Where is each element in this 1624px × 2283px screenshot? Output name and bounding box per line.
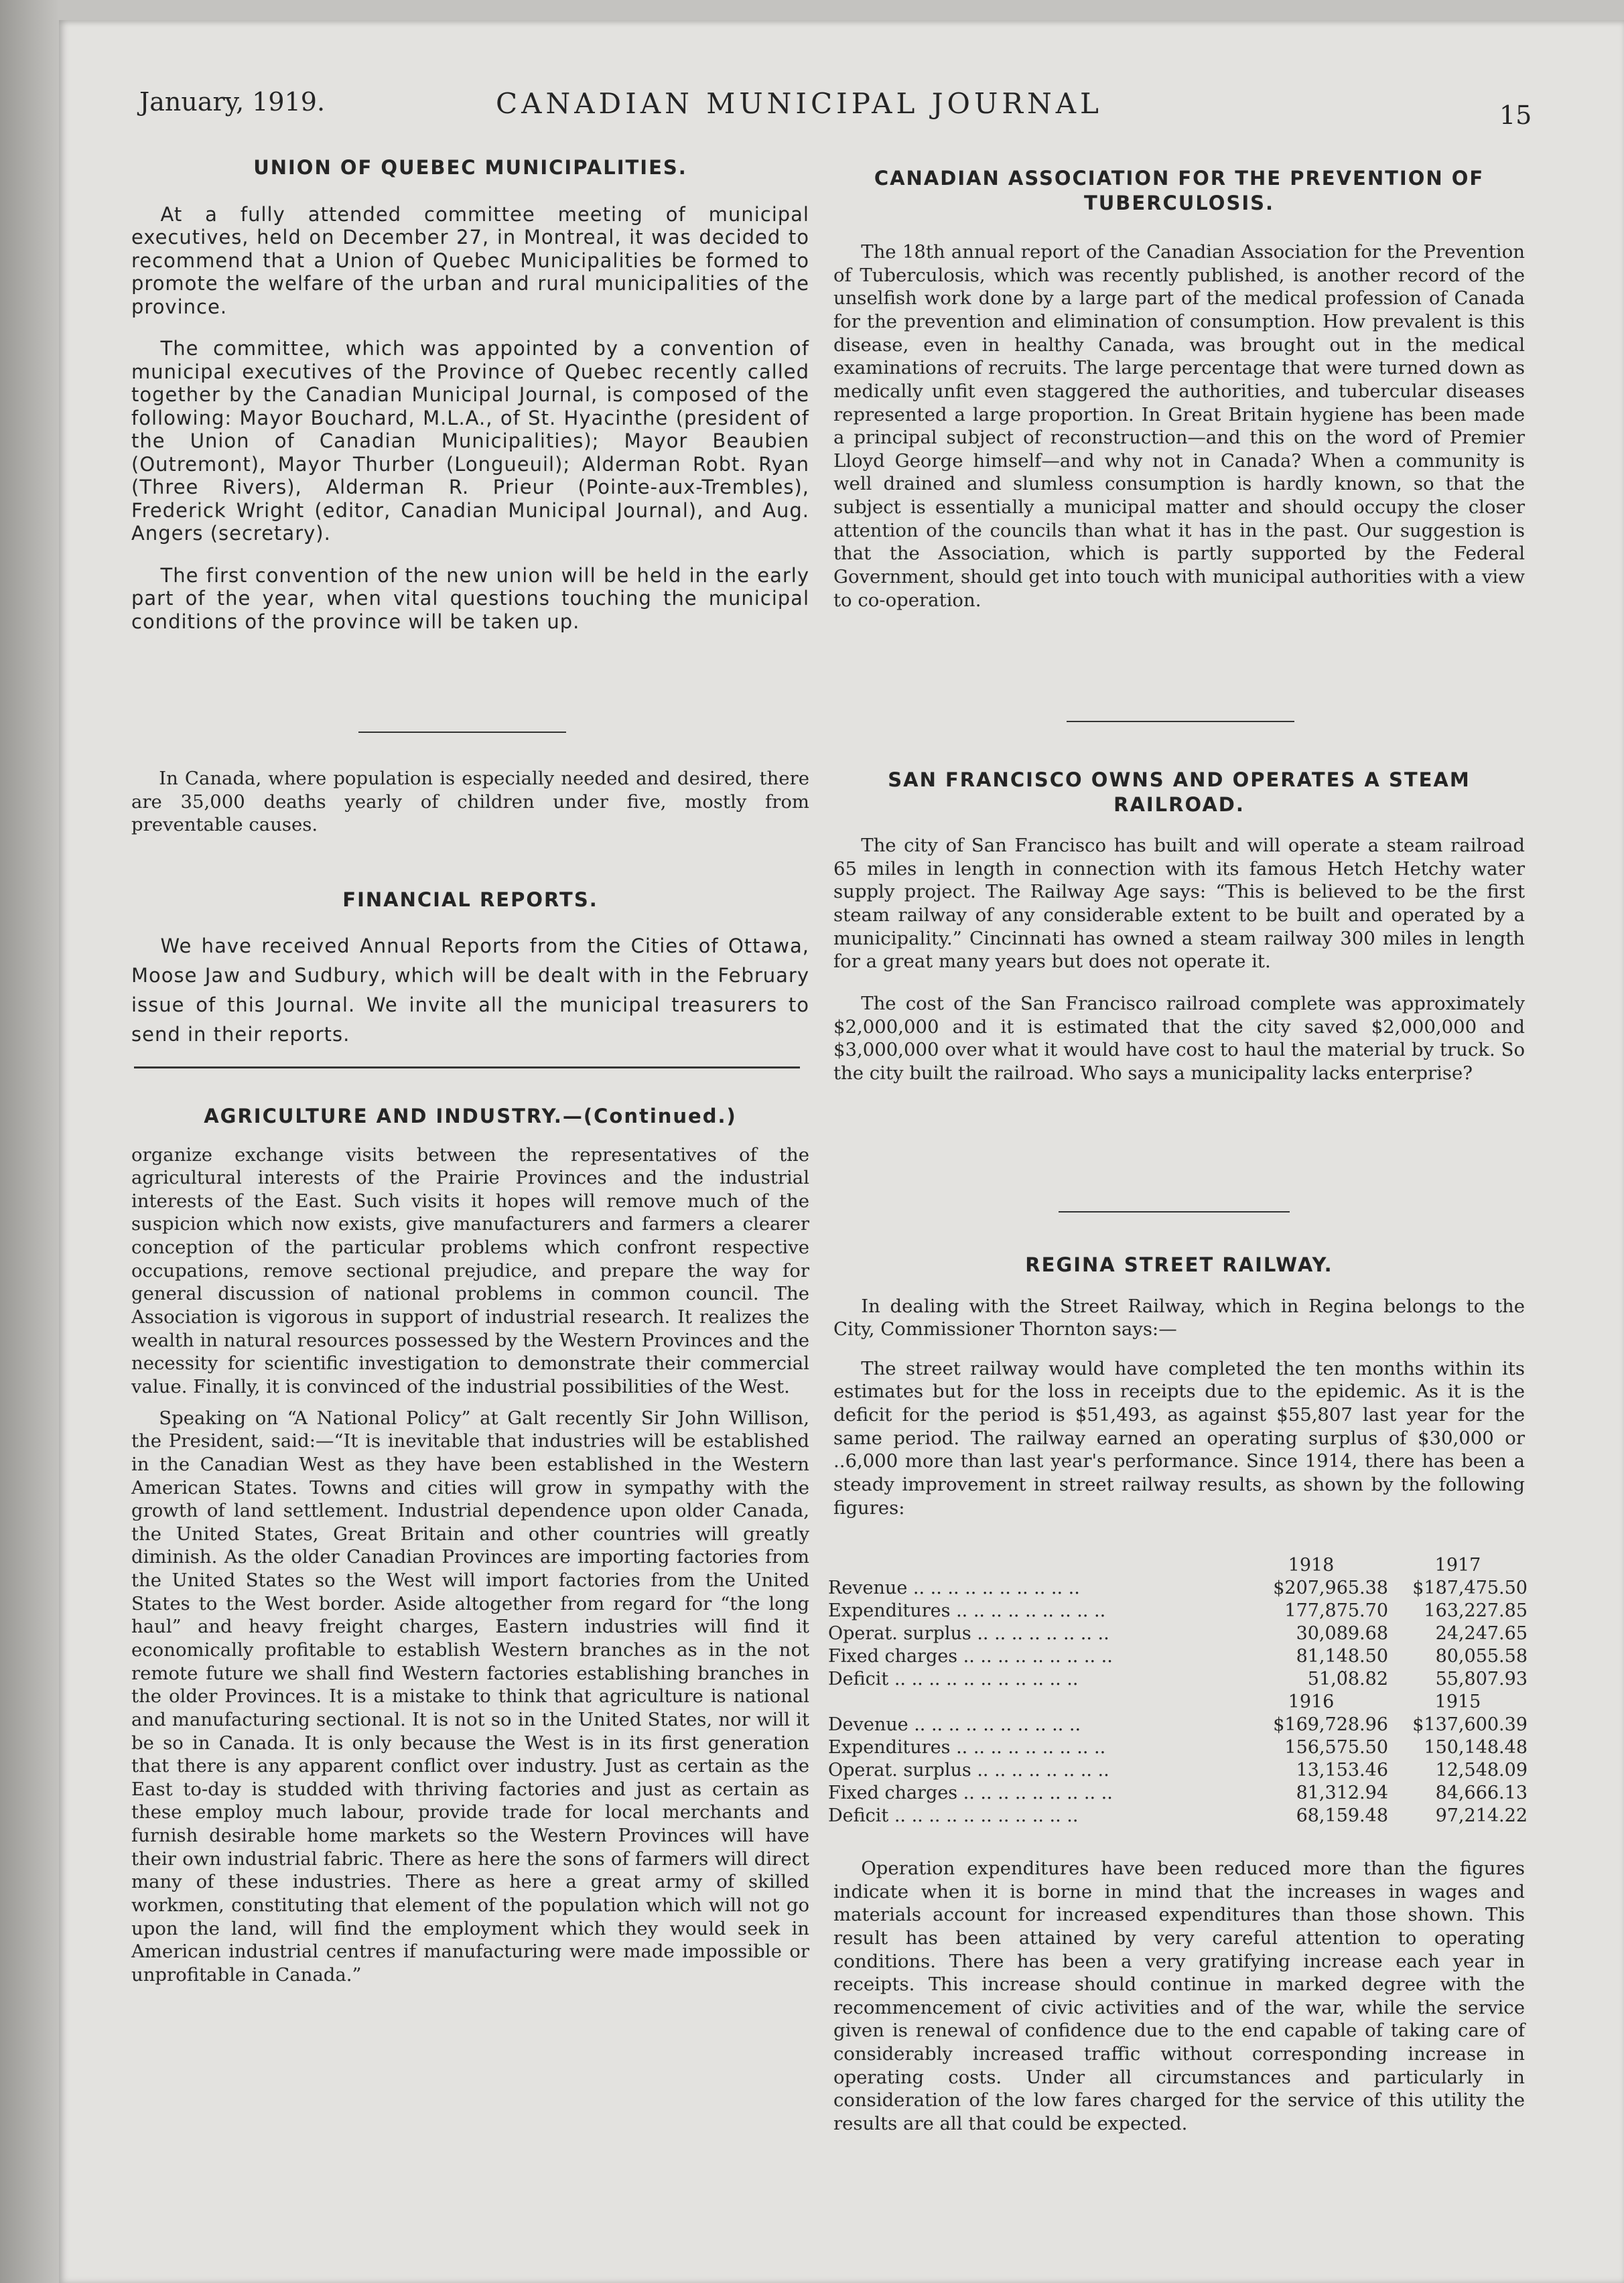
cell-value: 163,227.85 — [1424, 1600, 1528, 1621]
san-francisco-paragraph-2: The cost of the San Francisco railroad complete was approximately $2,000,000 and it is estimated that the city saved $2,000,000 and $3,000,000 over what it would have cost to haul the material by truck. So the city built the railroad. Who says a municipality lacks enterprise? — [833, 992, 1525, 1084]
financial-paragraph: We have received Annual Reports from the Cities of Ottawa, Moose Jaw and Sudbury, which will be dealt with in the February issue of this Journal. We invite all the municipal treasurers to send in their reports. — [131, 934, 809, 1046]
agriculture-paragraph-2: Speaking on “A National Policy” at Galt recently Sir John Willison, the President, said:—“It is inevitable that industries will be established in the Canadian West as they have been established in the Western American States. Towns and cities will grow in sympathy with the growth of land settlement. Industrial dependence upon older Canada, the United States, Great Britain and other countries will greatly diminish. As the older Canadian Provinces are importing factories from the United States so the West will import factories from the United States to the West border. Aside altogether from regard for “the long haul” and heavy freight charges, Eastern industries will find it economically profitable to establish Western branches as in the not remote future we shall find Western factories establishing branches in the older Provinces. It is a mistake to think that agriculture is national and manufacturing sectional. It is not so in the United States, nor will it be so in Canada. It is only because the West is in its first generation that there is any apparent conflict over industry. Just as certain as the East to-day is studded with thriving factories and just as certain as these employ much labour, provide trade for local merchants and furnish desirable home markets so the Western Provinces will have their own industrial fabric. There as here the sons of farmers will direct many of these industries. There as here a great army of skilled workmen, constituting that element of the population which will not go upon the land, will find the employment which they would seek in American industrial centres if manufacturing were made impossible or unprofitable in Canada.” — [131, 1407, 809, 1986]
page-number: 15 — [1499, 100, 1532, 130]
quebec-paragraph-2: The committee, which was appointed by a convention of municipal executives of the Province of Quebec recently called together by the Canadian Municipal Journal, is composed of the following: Mayor Bouchard, M.L.A., of St. Hyacinthe (president of the Union of Canadian Municipalities); Mayor Beaubien (Outremont), Mayor Thurber (Longueuil); Alderman Robt. Ryan (Three Rivers), Alderman R. Prieur (Pointe-aux-Trembles), Frederick Wright (editor, Canadian Municipal Journal), and Aug. Angers (secretary). — [131, 337, 809, 545]
cell-value: 177,875.70 — [1284, 1600, 1388, 1621]
table-row — [828, 1712, 1528, 1735]
tuberculosis-paragraph: The 18th annual report of the Canadian Association for the Prevention of Tuberculosis, which was recently published, is another record of the unselfish work done by a large part of the medical profession of Canada for the prevention and elimination of consumption. How prevalent is this disease, even in healthy Canada, was brought out in the medical examinations of recruits. The large percentage that were turned down as medically unfit even staggered the authorities, and tubercular diseases represented a large proportion. In Great Britain hygiene has been made a principal subject of reconstruction—and this on the word of Premier Lloyd George himself—and why not in Canada? When a community is well drained and slumless consumption is hardly known, so that the subject is essentially a municipal matter and should occupy the closer attention of the councils than what it has in the past. Our suggestion is that the Association, which is partly supported by the Federal Government, should get into touch with municipal authorities with a view to co-operation. — [833, 241, 1525, 611]
table-row — [828, 1781, 1528, 1803]
regina-conclusion — [833, 1857, 1525, 2136]
quebec-article — [131, 155, 809, 633]
cell-value: $187,475.50 — [1412, 1578, 1528, 1598]
canada-note — [131, 767, 809, 837]
section-rule — [134, 1066, 800, 1068]
row-label: Operat. surplus .. .. .. .. .. .. .. .. — [828, 1760, 1109, 1781]
san-francisco-article — [833, 768, 1525, 1085]
cell-value: 13,153.46 — [1296, 1760, 1388, 1781]
section-divider — [1059, 1211, 1290, 1213]
year-header-row — [828, 1689, 1528, 1712]
canada-note-text: In Canada, where population is especially needed and desired, there are 35,000 deaths yearly of children under five, mostly from preventable causes. — [131, 768, 809, 836]
table-row — [828, 1803, 1528, 1826]
cell-value: 51,0̃8.82 — [1307, 1669, 1388, 1689]
year-column-header: 1918 — [1288, 1555, 1335, 1576]
table-row — [828, 1667, 1528, 1689]
san-francisco-heading: SAN FRANCISCO OWNS AND OPERATES A STEAM RAILROAD. — [888, 768, 1471, 816]
table-row — [828, 1598, 1528, 1621]
financial-heading: FINANCIAL REPORTS. — [342, 888, 598, 911]
cell-value: 84,666.13 — [1435, 1783, 1528, 1803]
table-row — [828, 1621, 1528, 1644]
cell-value: $137,600.39 — [1412, 1714, 1528, 1735]
quebec-paragraph-1: At a fully attended committee meeting of municipal executives, held on December 27, in Montreal, it was decided to recommend that a Union of Quebec Municipalities be formed to promote the welfare of the urban and rural municipalities of the province. — [131, 202, 809, 318]
row-label: Deficit .. .. .. .. .. .. .. .. .. .. .. — [828, 1669, 1079, 1689]
journal-title: CANADIAN MUNICIPAL JOURNAL — [496, 87, 1103, 120]
regina-paragraph-2: The street railway would have completed the ten months within its estimates but for the loss in receipts due to the epidemic. As it is the deficit for the period is $51,493, as against $55,807 last year for the same period. The railway earned an operating surplus of $30,000 or ..6,000 more than last year's performance. Since 1914, there has been a steady improvement in street railway results, as shown by the following figures: — [833, 1357, 1525, 1519]
row-label: Expenditures .. .. .. .. .. .. .. .. .. — [828, 1737, 1106, 1758]
cell-value: 97,214.22 — [1435, 1805, 1528, 1826]
agriculture-paragraph-1: organize exchange visits between the representatives of the agricultural interests of the Prairie Provinces and the industrial interests of the East. Such visits it hopes will remove much of the suspicion which now exists, give manufacturers and farmers a clearer conception of the particular problems which confront respective occupations, remove sectional prejudice, and prepare the way for general discussion of national problems in common council. The Association is vigorous in support of industrial research. It realizes the wealth in natural resources possessed by the Western Provinces and the necessity for scientific investigation to demonstrate their commercial value. Finally, it is convinced of the industrial possibilities of the West. — [131, 1144, 809, 1397]
cell-value: 24,247.65 — [1435, 1623, 1528, 1644]
regina-heading: REGINA STREET RAILWAY. — [1025, 1253, 1333, 1276]
cell-value: 80,055.58 — [1435, 1646, 1528, 1667]
san-francisco-paragraph-1: The city of San Francisco has built and will operate a steam railroad 65 miles in length in connection with its famous Hetch Hetchy water supply project. The Railway Age says: “This is believed to be the first steam railway of any considerable extent to be built and operated by a municipality.” Cincinnati has owned a steam railway 300 miles in length for a great many years but does not operate it. — [833, 835, 1525, 973]
quebec-heading: UNION OF QUEBEC MUNICIPALITIES. — [253, 156, 687, 179]
year-header-row — [828, 1553, 1528, 1576]
row-label: Devenue .. .. .. .. .. .. .. .. .. .. — [828, 1714, 1081, 1735]
cell-value: 68,159.48 — [1296, 1805, 1388, 1826]
regina-paragraph-1: In dealing with the Street Railway, which in Regina belongs to the City, Commissioner Thornton says:— — [833, 1295, 1525, 1340]
cell-value: 81,312.94 — [1296, 1783, 1388, 1803]
year-column-header: 1915 — [1434, 1691, 1481, 1712]
row-label: Fixed charges .. .. .. .. .. .. .. .. .. — [828, 1783, 1113, 1803]
cell-value: $169,728.96 — [1273, 1714, 1388, 1735]
row-label: Deficit .. .. .. .. .. .. .. .. .. .. .. — [828, 1805, 1079, 1826]
cell-value: 150,148.48 — [1424, 1737, 1528, 1758]
row-label: Expenditures .. .. .. .. .. .. .. .. .. — [828, 1600, 1106, 1621]
cell-value: 156,575.50 — [1284, 1737, 1388, 1758]
cell-value: $207,965.38 — [1273, 1578, 1388, 1598]
row-label: Fixed charges .. .. .. .. .. .. .. .. .. — [828, 1646, 1113, 1667]
agriculture-heading: AGRICULTURE AND INDUSTRY.—(Continued.) — [204, 1105, 737, 1127]
cell-value: 30,089.68 — [1296, 1623, 1388, 1644]
section-divider — [1067, 721, 1294, 722]
table-row — [828, 1735, 1528, 1758]
agriculture-article — [131, 1104, 809, 1987]
cell-value: 81,148.50 — [1296, 1646, 1388, 1667]
table-row — [828, 1576, 1528, 1598]
table-row — [828, 1644, 1528, 1667]
row-label: Revenue .. .. .. .. .. .. .. .. .. .. — [828, 1578, 1080, 1598]
cell-value: 55,807.93 — [1435, 1669, 1528, 1689]
year-column-header: 1917 — [1434, 1555, 1481, 1576]
financial-reports — [131, 888, 809, 1049]
row-label: Operat. surplus .. .. .. .. .. .. .. .. — [828, 1623, 1109, 1644]
section-divider — [358, 732, 566, 733]
scan-gutter-shadow — [0, 0, 59, 2283]
regina-figures-1918-1917 — [828, 1553, 1528, 1826]
regina-paragraph-3: Operation expenditures have been reduced more than the figures indicate when it is borne in mind that the increases in wages and materials account for increased expenditures than those shown. This result has been attained by very careful attention to operating conditions. There has been a very gratifying increase each year in receipts. This increase should continue in marked degree with the recommencement of civic activities and of the war, while the service given is renewal of confidence due to the end capable of taking care of considerably increased traffic without corresponding increase in operating costs. Under all circumstances and particularly in consideration of the low fares charged for the service of this utility the results are all that could be expected. — [833, 1858, 1525, 2135]
cell-value: 12,548.09 — [1435, 1760, 1528, 1781]
tuberculosis-article — [833, 166, 1525, 612]
quebec-paragraph-3: The first convention of the new union will be held in the early part of the year, when vital questions touching the municipal conditions of the province will be taken up. — [131, 563, 809, 633]
issue-date: January, 1919. — [139, 87, 326, 117]
tuberculosis-heading: CANADIAN ASSOCIATION FOR THE PREVENTION OF TUBERCULOSIS. — [874, 167, 1485, 214]
year-column-header: 1916 — [1288, 1691, 1335, 1712]
regina-article — [833, 1253, 1525, 1519]
table-row — [828, 1758, 1528, 1781]
